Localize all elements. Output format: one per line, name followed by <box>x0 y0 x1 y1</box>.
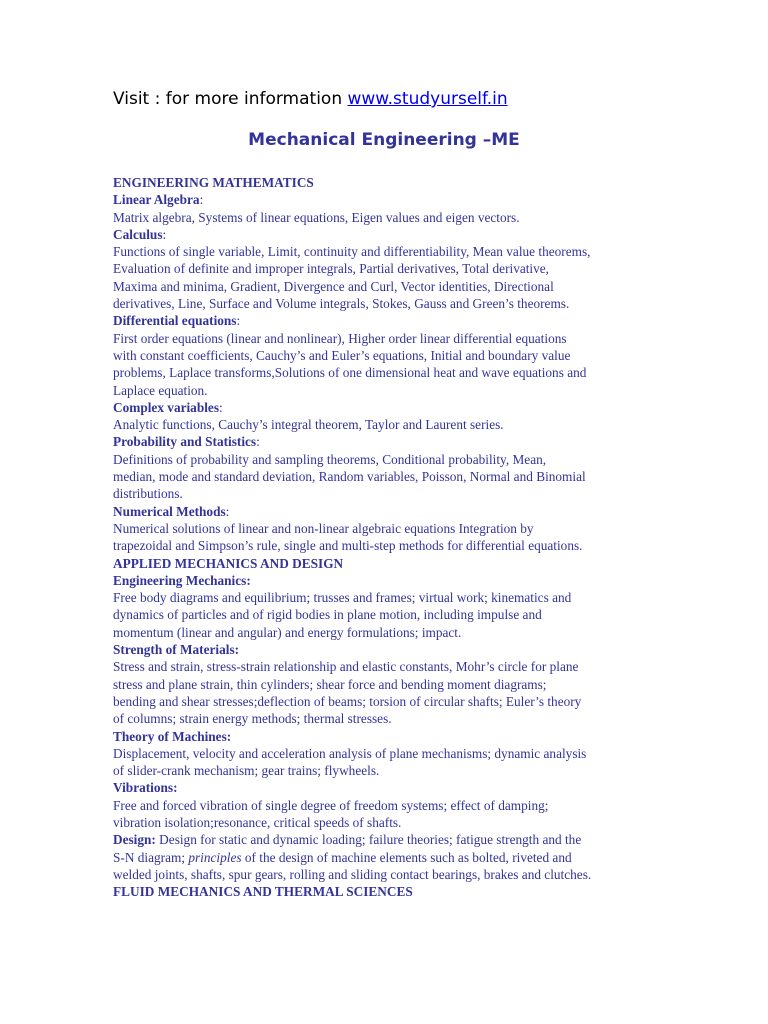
topic-title: Calculus <box>113 226 163 242</box>
topic-calculus <box>113 226 658 243</box>
topic-text: Stress and strain, stress-strain relationship and elastic constants, Mohr’s circle for plane <box>113 659 579 675</box>
topic-linear-algebra <box>113 191 658 208</box>
topic-differential-equations <box>113 312 658 329</box>
topic-text: median, mode and standard deviation, Random variables, Poisson, Normal and Binomial <box>113 469 586 485</box>
topic-title: Complex variables <box>113 399 219 415</box>
topic-text: stress and plane strain, thin cylinders; shear force and bending moment diagrams; <box>113 676 547 692</box>
topic-text: Maxima and minima, Gradient, Divergence and Curl, Vector identities, Directional <box>113 278 554 294</box>
topic-text: Functions of single variable, Limit, continuity and differentiability, Mean value theorems, <box>113 244 591 260</box>
section-heading-engineering-mathematics: ENGINEERING MATHEMATICS <box>113 175 314 190</box>
topic-text: momentum (linear and angular) and energy formulations; impact. <box>113 624 462 640</box>
topic-text: welded joints, shafts, spur gears, rolling and sliding contact bearings, brakes and clutches. <box>113 866 592 882</box>
section-heading-applied-mechanics: APPLIED MECHANICS AND DESIGN <box>113 555 344 571</box>
topic-text: derivatives, Line, Surface and Volume integrals, Stokes, Gauss and Green’s theorems. <box>113 296 570 312</box>
italic-run: principles <box>188 849 242 865</box>
topic-text: problems, Laplace transforms,Solutions of one dimensional heat and wave equations and <box>113 365 587 381</box>
topic-text: Definitions of probability and sampling theorems, Conditional probability, Mean, <box>113 451 547 467</box>
topic-text: Free and forced vibration of single degree of freedom systems; effect of damping; <box>113 797 549 813</box>
page-title <box>0 130 768 150</box>
topic-design <box>113 831 658 848</box>
topic-text: with constant coefficients, Cauchy’s and Euler’s equations, Initial and boundary value <box>113 347 571 363</box>
topic-separator: : <box>236 313 241 329</box>
topic-probability-statistics <box>113 433 658 450</box>
topic-text: Laplace equation. <box>113 382 208 398</box>
topic-separator: : <box>225 503 230 519</box>
topic-title: Design: <box>113 832 156 848</box>
topic-text: Design for static and dynamic loading; failure theories; fatigue strength and the <box>155 832 582 848</box>
topic-text: Displacement, velocity and acceleration analysis of plane mechanisms; dynamic analysis <box>113 745 587 761</box>
website-link[interactable]: www.studyurself.in <box>347 89 508 109</box>
topic-theory-of-machines: Theory of Machines: <box>113 728 232 744</box>
topic-text: Matrix algebra, Systems of linear equations, Eigen values and eigen vectors. <box>113 209 520 225</box>
topic-numerical-methods <box>113 503 658 520</box>
topic-text: First order equations (linear and nonlinear), Higher order linear differential equations <box>113 330 567 346</box>
topic-text: Analytic functions, Cauchy’s integral theorem, Taylor and Laurent series. <box>113 417 504 433</box>
visit-text: Visit : for more information <box>113 89 348 109</box>
topic-text: bending and shear stresses;deflection of beams; torsion of circular shafts; Euler’s theory <box>113 693 582 709</box>
topic-title: Differential equations <box>113 313 237 329</box>
topic-vibrations: Vibrations: <box>113 780 178 796</box>
topic-text: dynamics of particles and of rigid bodies in plane motion, including impulse and <box>113 607 542 623</box>
topic-separator: : <box>256 434 260 450</box>
section-heading-fluid-mechanics: FLUID MECHANICS AND THERMAL SCIENCES <box>113 884 413 900</box>
topic-separator: : <box>162 226 167 242</box>
topic-title: Linear Algebra <box>113 192 200 208</box>
topic-complex-variables <box>113 399 658 416</box>
topic-text: of slider-crank mechanism; gear trains; flywheels. <box>113 763 380 779</box>
topic-text <box>113 849 658 866</box>
visit-line <box>113 89 508 109</box>
page-title-text: Mechanical Engineering –ME <box>248 130 520 150</box>
topic-text: distributions. <box>113 486 183 502</box>
topic-strength-of-materials: Strength of Materials: <box>113 642 240 658</box>
topic-separator: : <box>219 399 223 415</box>
text-run: S-N diagram; <box>113 849 189 865</box>
topic-title: Numerical Methods <box>113 503 226 519</box>
topic-engineering-mechanics: Engineering Mechanics: <box>113 572 251 588</box>
syllabus-body <box>113 174 658 900</box>
topic-text: Numerical solutions of linear and non-linear algebraic equations Integration by <box>113 520 534 536</box>
topic-title: Probability and Statistics <box>113 434 257 450</box>
topic-text: Evaluation of definite and improper integrals, Partial derivatives, Total derivative, <box>113 261 550 277</box>
text-run: of the design of machine elements such as bolted, riveted and <box>241 849 572 865</box>
topic-separator: : <box>199 192 204 208</box>
topic-text: trapezoidal and Simpson’s rule, single and multi-step methods for differential equations. <box>113 538 583 554</box>
topic-text: of columns; strain energy methods; thermal stresses. <box>113 711 392 727</box>
topic-text: vibration isolation;resonance, critical speeds of shafts. <box>113 814 402 830</box>
topic-text: Free body diagrams and equilibrium; trusses and frames; virtual work; kinematics and <box>113 590 572 606</box>
